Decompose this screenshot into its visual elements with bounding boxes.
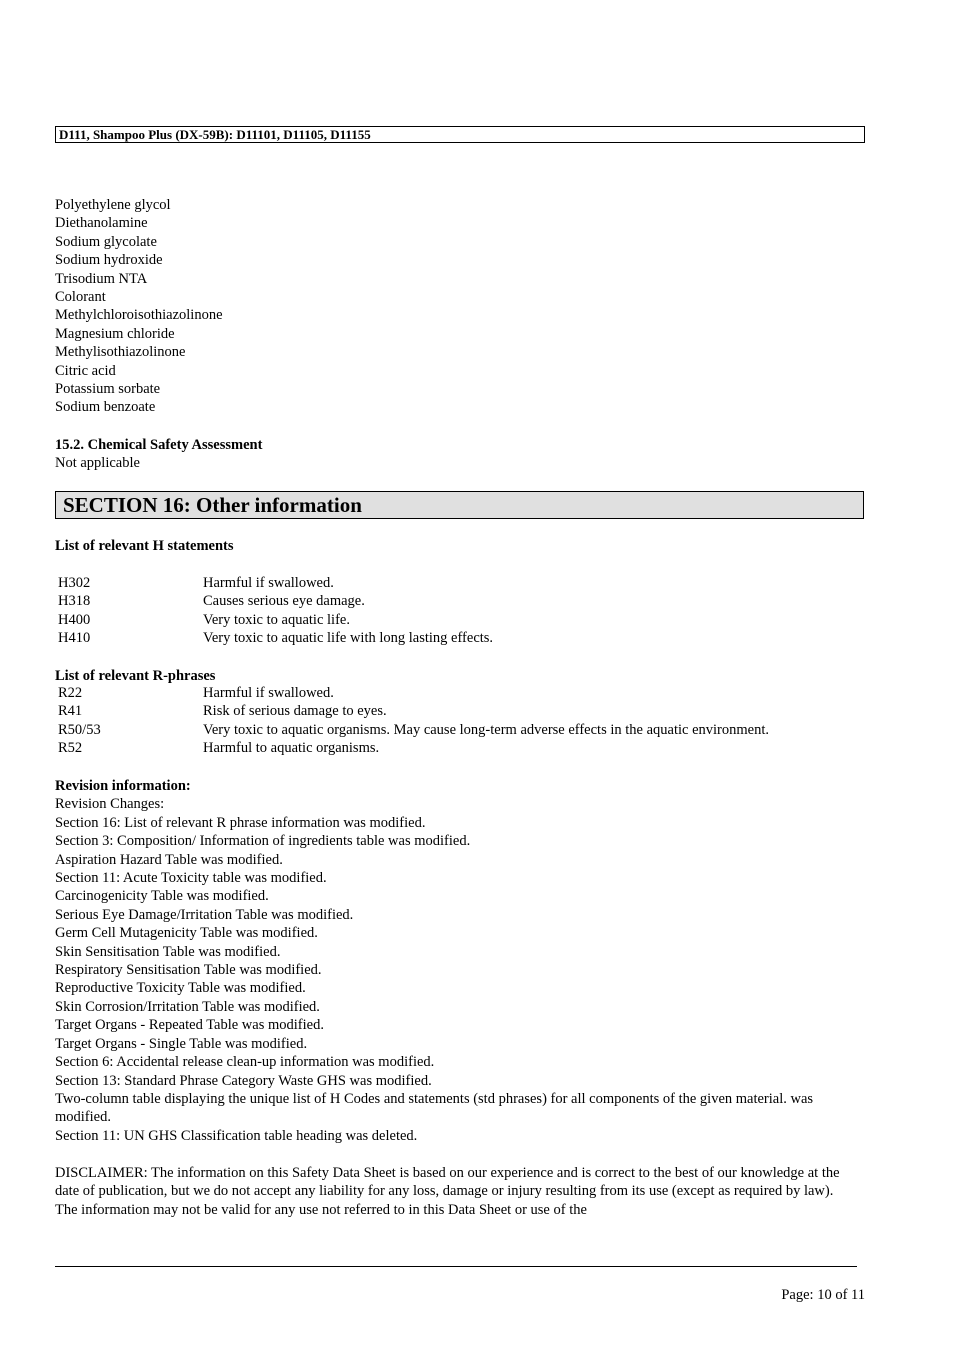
list-item: Polyethylene glycol [55,197,171,213]
h-code: H302 [58,575,91,591]
list-item: Section 11: Acute Toxicity table was modified. [55,870,327,887]
h-code: H410 [58,630,91,647]
h-text: Harmful if swallowed. [203,575,334,591]
r-code: R52 [58,740,83,757]
ingredient-list [55,196,223,417]
list-item: Section 16: List of relevant R phrase information was modified. [55,814,426,831]
list-item: Potassium sorbate [55,380,161,397]
list-item: Section 6: Accidental release clean-up information was modified. [55,1054,435,1071]
disclaimer-text: DISCLAIMER: The information on this Safety Data Sheet is based on our experience and is correct to the best of our knowledge at the date of publication, but we do not accept any liability for any loss, damage or injury resulting from its use (except as required by law). The information may not be valid for any use not referred to in this Data Sheet or use of the [55,1165,840,1218]
list-item: Target Organs - Single Table was modified. [55,1035,308,1052]
table-row [58,592,493,610]
h-code: H318 [58,593,91,610]
r-text: Risk of serious damage to eyes. [203,703,387,720]
list-item: Diethanolamine [55,215,148,232]
h-text: Very toxic to aquatic life with long lasting effects. [203,630,494,647]
list-item: Reproductive Toxicity Table was modified. [55,980,306,997]
h-text: Very toxic to aquatic life. [203,611,350,628]
list-item: Sodium benzoate [55,399,156,416]
list-item: Carcinogenicity Table was modified. [55,888,269,905]
list-item: Two-column table displaying the unique list of H Codes and statements (std phrases) for all components of the given material. was modified. [55,1090,814,1126]
r-phrases-heading: List of relevant R-phrases [55,668,216,684]
section-16-title: SECTION 16: Other information [55,491,864,519]
h-statements-heading: List of relevant H statements [55,538,234,554]
h-code: H400 [58,611,91,628]
list-item: Citric acid [55,362,116,379]
table-row [58,684,769,702]
r-text: Very toxic to aquatic organisms. May cause long-term adverse effects in the aquatic environment. [203,721,769,738]
h-text: Causes serious eye damage. [203,593,365,610]
r-text: Harmful if swallowed. [203,685,334,701]
table-row [58,739,769,757]
table-row [58,702,769,720]
list-item: Colorant [55,288,106,305]
revision-heading: Revision information: [55,778,191,794]
h-statements-table [58,574,493,648]
revision-information [55,777,855,1145]
table-row [58,721,769,739]
r-code: R50/53 [58,721,101,738]
list-item: Sodium hydroxide [55,252,163,269]
list-item: Skin Corrosion/Irritation Table was modified. [55,998,320,1015]
list-item: Revision Changes: [55,796,165,813]
r-text: Harmful to aquatic organisms. [203,740,380,757]
list-item: Methylchloroisothiazolinone [55,307,223,324]
list-item: Respiratory Sensitisation Table was modified. [55,962,322,979]
list-item: Skin Sensitisation Table was modified. [55,943,281,960]
r-code: R41 [58,703,83,720]
list-item: Sodium glycolate [55,233,157,250]
list-item: Section 11: UN GHS Classification table heading was deleted. [55,1127,418,1144]
list-item: Aspiration Hazard Table was modified. [55,851,283,868]
list-item: Serious Eye Damage/Irritation Table was modified. [55,906,354,923]
csa-heading: 15.2. Chemical Safety Assessment [55,437,263,453]
table-row [58,629,493,647]
csa-text: Not applicable [55,455,140,472]
list-item: Trisodium NTA [55,270,148,287]
page-number: Page: 10 of 11 [781,1287,865,1303]
document-header: D111, Shampoo Plus (DX-59B): D11101, D11105, D11155 [55,126,865,143]
table-row [58,611,493,629]
r-phrases-table [58,684,769,758]
footer-divider [55,1266,857,1267]
list-item: Section 13: Standard Phrase Category Waste GHS was modified. [55,1072,432,1089]
table-row [58,574,493,592]
list-item: Methylisothiazolinone [55,344,186,361]
chemical-safety-assessment [55,436,262,473]
r-code: R22 [58,685,83,701]
list-item: Target Organs - Repeated Table was modified. [55,1017,324,1034]
list-item: Section 3: Composition/ Information of ingredients table was modified. [55,833,471,850]
list-item: Magnesium chloride [55,325,175,342]
list-item: Germ Cell Mutagenicity Table was modified. [55,925,318,942]
